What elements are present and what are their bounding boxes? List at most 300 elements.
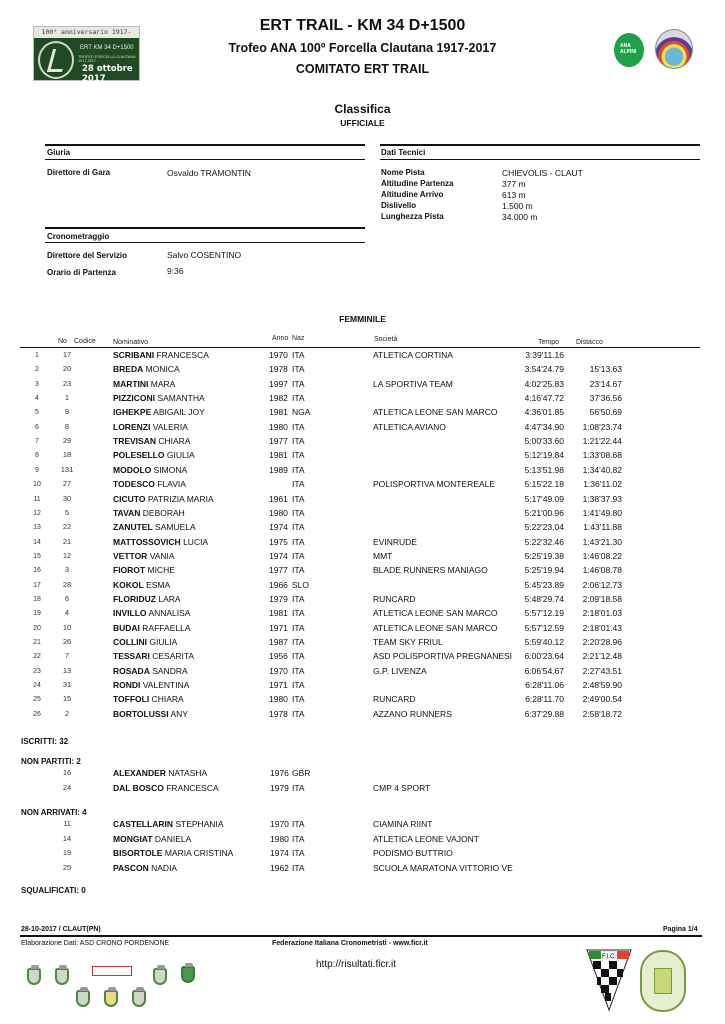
event-title: ERT TRAIL - KM 34 D+1500 [259, 17, 466, 34]
bib-number: 6 [64, 593, 70, 603]
bib-number: 8 [64, 421, 70, 431]
nationality: ITA [292, 493, 305, 504]
athlete-firstname: SAMANTHA [157, 393, 205, 404]
nationality: ITA [292, 507, 305, 518]
tech-label: Dislivello [381, 201, 417, 210]
bib-number: 5 [64, 507, 70, 517]
category-title: FEMMINILE [339, 314, 386, 324]
athlete-surname: CICUTO [113, 493, 146, 504]
bib-number: 7 [64, 651, 70, 661]
club: ATLETICA LEONE SAN MARCO [373, 622, 498, 633]
bib-number: 22 [62, 522, 72, 532]
birth-year: 1997 [269, 378, 288, 389]
logo-line1: ERT KM 34 D+1500 [80, 45, 134, 51]
nationality: ITA [292, 378, 305, 389]
bib-number: 14 [62, 833, 72, 843]
gap: 2:18'01.43 [582, 622, 622, 633]
giuria-label: Direttore di Gara [47, 168, 111, 177]
bib-number: 18 [62, 450, 72, 460]
athlete-name [113, 680, 189, 690]
table-row [0, 580, 725, 594]
athlete-name [113, 848, 233, 858]
birth-year: 1956 [269, 651, 288, 662]
athlete-surname: BREDA [113, 364, 144, 375]
athlete-surname: COLLINI [113, 637, 147, 647]
athlete-surname: PIZZICONI [113, 393, 156, 404]
table-row [0, 608, 725, 622]
athlete-surname: BORTOLUSSI [113, 708, 169, 719]
athlete-firstname: NADIA [151, 862, 178, 873]
time: 5:45'23.89 [524, 579, 564, 590]
gap: 1:46'08.22 [582, 550, 622, 561]
gap: 56'50.69 [589, 407, 622, 418]
athlete-firstname: VANIA [149, 550, 175, 561]
athlete-name [113, 565, 175, 575]
time: 5:25'19.38 [524, 550, 564, 561]
athlete-surname: ZANUTEL [113, 522, 153, 533]
tech-value: 1.500 m [502, 201, 533, 211]
rank: 16 [33, 567, 41, 575]
table-row [0, 522, 725, 536]
birth-year: 1981 [269, 608, 288, 619]
municipal-crest-icon [181, 966, 195, 983]
time: 5:57'12.19 [524, 608, 564, 619]
footer-divider [20, 935, 702, 937]
crono-label: Orario di Partenza [47, 268, 116, 277]
athlete-name [113, 350, 209, 360]
table-row [0, 479, 725, 493]
athlete-name [113, 422, 188, 432]
nationality: ITA [292, 608, 305, 619]
rank: 20 [33, 624, 41, 632]
athlete-firstname: PATRIZIA MARIA [147, 493, 214, 504]
nationality: ITA [292, 848, 305, 858]
birth-year: 1974 [269, 522, 288, 533]
time: 4:47'34.90 [524, 421, 564, 432]
footer-date-place: 28-10-2017 / CLAUT(PN) [21, 926, 101, 933]
athlete-name [113, 479, 186, 489]
athlete-surname: ALEXANDER [113, 768, 166, 778]
time: 5:15'22.18 [524, 479, 564, 490]
footer-elaborazione: Elaborazione Dati: ASD CRONO PORDENONE [21, 940, 170, 947]
crono-label: Direttore del Servizio [47, 251, 128, 260]
tech-label: Nome Pista [381, 168, 425, 177]
athlete-surname: DAL BOSCO [113, 782, 164, 793]
athlete-surname: INVILLO [113, 608, 147, 619]
list-item [0, 783, 725, 797]
athlete-name [113, 694, 184, 704]
rank: 17 [33, 581, 41, 589]
table-row [0, 379, 725, 393]
nationality: ITA [292, 464, 305, 475]
giuria-title: Giuria [47, 148, 71, 157]
nationality: ITA [292, 421, 305, 432]
tech-label: Lunghezza Pista [381, 212, 444, 221]
time: 5:17'49.09 [524, 493, 564, 504]
time: 5:48'29.74 [524, 593, 564, 604]
athlete-surname: CASTELLARIN [113, 819, 173, 829]
athlete-name [113, 863, 177, 873]
bib-number: 24 [62, 782, 72, 792]
athlete-firstname: ABIGAIL JOY [153, 407, 205, 418]
table-row [0, 594, 725, 608]
athlete-name [113, 551, 175, 561]
rank: 15 [33, 552, 41, 560]
birth-year: 1982 [269, 393, 288, 404]
birth-year: 1977 [269, 565, 288, 576]
birth-year: 1970 [269, 350, 288, 360]
club: ATLETICA LEONE VAJONT [373, 833, 479, 844]
bib-number: 3 [64, 565, 70, 575]
athlete-surname: POLESELLO [113, 450, 165, 461]
gap: 2:09'18.58 [582, 593, 622, 604]
time: 5:57'12.59 [524, 622, 564, 633]
time: 6:06'54.67 [524, 665, 564, 676]
athlete-firstname: FLAVIA [157, 479, 186, 490]
table-header-divider [20, 347, 700, 348]
nationality: ITA [292, 819, 305, 829]
table-row [0, 436, 725, 450]
nationality: ITA [292, 565, 305, 576]
athlete-firstname: DEBORAH [142, 507, 185, 518]
birth-year: 1977 [269, 436, 288, 447]
table-row [0, 364, 725, 378]
divider [380, 144, 700, 146]
nationality: ITA [292, 622, 305, 633]
doc-subheading: UFFICIALE [340, 118, 385, 128]
table-row [0, 666, 725, 680]
bib-number: 26 [62, 637, 72, 646]
athlete-name [113, 768, 207, 778]
gap: 1:41'49.80 [582, 507, 622, 518]
club: POLISPORTIVA MONTEREALE [373, 479, 496, 490]
athlete-firstname: FRANCESCA [166, 782, 219, 793]
event-subtitle: Trofeo ANA 100º Forcella Clautana 1917-2017 [228, 41, 497, 55]
athlete-surname: MONGIAT [113, 833, 153, 844]
nationality: ITA [292, 350, 305, 360]
squalificati-count: SQUALIFICATI: 0 [21, 886, 86, 895]
athlete-firstname: MONICA [145, 364, 180, 375]
col-header-naz: Naz [292, 335, 305, 342]
time: 5:00'33.60 [524, 436, 564, 447]
col-header-codice: Codice [74, 338, 96, 345]
time: 6:37'29.88 [524, 708, 564, 719]
dati-tecnici-title: Dati Tecnici [381, 148, 426, 157]
time: 6:00'23.64 [524, 651, 564, 662]
bib-number: 21 [62, 536, 72, 546]
club: LA SPORTIVA TEAM [373, 378, 453, 389]
birth-year: 1966 [269, 579, 288, 590]
col-header-nominativo: Nominativo [113, 339, 149, 346]
athlete-firstname: STEPHANIA [175, 819, 224, 829]
club: G.P. LIVENZA [373, 665, 427, 676]
gap: 1:43'21.30 [582, 536, 622, 547]
gap: 1:33'08.68 [582, 450, 622, 461]
birth-year: 1978 [269, 364, 288, 375]
birth-year: 1975 [269, 536, 288, 547]
athlete-name [113, 666, 188, 676]
committee-name: COMITATO ERT TRAIL [295, 62, 430, 76]
birth-year: 1962 [270, 862, 289, 873]
athlete-firstname: LUCIA [183, 536, 209, 547]
municipal-crest-icon [76, 990, 90, 1007]
bib-number: 15 [62, 694, 72, 704]
list-item [0, 768, 725, 782]
club: ATLETICA LEONE SAN MARCO [373, 407, 498, 418]
tech-label: Altitudine Arrivo [381, 190, 444, 199]
gap: 2:20'28.96 [582, 637, 622, 647]
bib-number: 31 [62, 680, 72, 690]
table-row [0, 407, 725, 421]
divider [45, 144, 365, 146]
non-partiti-title: NON PARTITI: 2 [21, 757, 81, 766]
giuria-value: Osvaldo TRAMONTIN [167, 168, 251, 178]
athlete-surname: TODESCO [113, 479, 155, 490]
logo-band-text: 100° anniversario 1917-2017 [34, 27, 139, 38]
rank: 3 [35, 380, 39, 388]
birth-year: 1971 [269, 622, 288, 633]
table-row [0, 393, 725, 407]
tech-label: Altitudine Partenza [381, 179, 454, 188]
municipal-crest-icon [55, 968, 69, 985]
gap: 1:46'08.78 [582, 565, 622, 576]
table-row [0, 637, 725, 651]
birth-year: 1976 [270, 768, 289, 778]
divider [380, 159, 700, 160]
athlete-name [113, 393, 205, 403]
gap: 37'36.56 [589, 393, 622, 404]
athlete-name [113, 709, 188, 719]
athlete-firstname: LARA [158, 593, 181, 604]
tech-value: CHIEVOLIS - CLAUT [502, 168, 583, 178]
athlete-firstname: MARIA CRISTINA [164, 848, 234, 858]
time: 5:22'32.46 [524, 536, 564, 547]
cronometraggio-title: Cronometraggio [47, 232, 110, 241]
club: RUNCARD [373, 694, 416, 705]
time: 6:28'11.06 [525, 680, 564, 691]
fic-logo-icon [585, 948, 633, 1012]
athlete-name [113, 436, 190, 446]
table-row [0, 565, 725, 579]
club: ATLETICA LEONE SAN MARCO [373, 608, 498, 619]
nationality: ITA [292, 637, 305, 647]
table-row [0, 465, 725, 479]
time: 4:02'25.83 [524, 378, 564, 389]
athlete-firstname: SAMUELA [155, 522, 196, 533]
gap: 1:38'37.93 [582, 493, 622, 504]
logo-line3: 28 ottobre 2017 [82, 64, 133, 84]
birth-year: 1980 [269, 694, 288, 705]
time: 3:54'24.79 [524, 364, 564, 375]
rank: 4 [35, 395, 39, 403]
athlete-name [113, 450, 195, 460]
nationality: ITA [292, 522, 305, 533]
footer-url[interactable]: http://risultati.ficr.it [316, 959, 397, 970]
rank: 22 [33, 653, 41, 661]
athlete-firstname: MARA [150, 378, 176, 389]
club: MMT [373, 550, 393, 561]
bib-number: 11 [63, 819, 71, 828]
athlete-firstname: ANY [170, 708, 188, 719]
bib-number: 19 [62, 848, 72, 857]
bib-number: 131 [60, 464, 74, 474]
divider [45, 227, 365, 229]
bib-number: 12 [62, 550, 72, 560]
athlete-surname: TESSARI [113, 651, 150, 662]
nationality: ITA [292, 651, 305, 662]
rank: 1 [35, 352, 39, 359]
athlete-firstname: CHIARA [151, 694, 184, 705]
bib-number: 16 [62, 768, 72, 777]
nationality: ITA [292, 833, 305, 844]
athlete-surname: FIOROT [113, 565, 146, 576]
nationality: ITA [292, 436, 305, 447]
athlete-surname: RONDI [113, 680, 141, 691]
list-item [0, 834, 725, 848]
athlete-surname: BUDAI [113, 622, 140, 633]
athlete-name [113, 379, 175, 389]
gap: 1:21'22.44 [582, 436, 622, 447]
nationality: ITA [292, 536, 305, 547]
rank: 10 [33, 481, 41, 489]
col-header-tempo: Tempo [538, 339, 560, 346]
athlete-name [113, 594, 181, 604]
logo-line2: TROFEO FORCELLA CLAUTANA 1917-2017 [78, 55, 136, 63]
athlete-firstname: VALERIA [152, 421, 188, 432]
bib-number: 2 [64, 708, 70, 718]
col-header-anno: Anno [272, 335, 289, 342]
doc-heading: Classifica [334, 102, 391, 116]
table-row [0, 680, 725, 694]
municipal-crest-icon [132, 990, 146, 1007]
athlete-name [113, 494, 214, 504]
nationality: ITA [292, 364, 305, 375]
gap: 2:49'00.54 [582, 694, 622, 705]
bib-number: 9 [64, 407, 70, 417]
club: CMP 4 SPORT [373, 782, 431, 793]
rank: 14 [33, 538, 41, 546]
nationality: ITA [292, 782, 305, 793]
nationality: NGA [292, 407, 311, 418]
table-row [0, 651, 725, 665]
municipal-crest-icon [104, 990, 118, 1007]
nationality: ITA [292, 680, 305, 691]
birth-year: 1974 [270, 848, 289, 858]
time: 5:25'19.94 [524, 565, 564, 576]
athlete-firstname: SANDRA [152, 665, 188, 676]
bib-number: 13 [62, 665, 72, 675]
athlete-name [113, 465, 187, 475]
table-row [0, 508, 725, 522]
athlete-name [113, 537, 208, 547]
athlete-firstname: NATASHA [168, 768, 208, 778]
bib-number: 17 [62, 350, 72, 359]
gap: 1:08'23.74 [582, 421, 622, 432]
athlete-firstname: RAFFAELLA [142, 622, 191, 633]
bib-number: 20 [62, 364, 72, 374]
gap: 2:21'12.48 [582, 651, 622, 662]
athlete-name [113, 819, 224, 829]
club: AZZANO RUNNERS [373, 708, 452, 719]
athlete-surname: TOFFOLI [113, 694, 150, 705]
athlete-name [113, 364, 180, 374]
divider [45, 242, 365, 243]
nationality: GBR [292, 768, 311, 778]
nationality: ITA [292, 694, 305, 705]
list-item [0, 863, 725, 877]
athlete-firstname: GIULIA [149, 637, 178, 647]
municipal-crest-icon [153, 968, 167, 985]
time: 5:59'40.12 [524, 637, 564, 647]
athlete-surname: KOKOL [113, 579, 144, 590]
nationality: ITA [292, 479, 305, 490]
col-header-no: No [58, 338, 67, 345]
col-header-societa: Società [374, 336, 398, 343]
birth-year: 1978 [269, 708, 288, 719]
birth-year: 1981 [269, 407, 288, 418]
tech-value: 34.000 m [502, 212, 538, 222]
club: CIAMINA RIINT [373, 819, 433, 829]
bib-number: 1 [64, 393, 70, 403]
sponsor-logo-icon [92, 966, 132, 976]
iscritti-count: ISCRITTI: 32 [21, 737, 69, 746]
bib-number: 4 [64, 608, 70, 618]
athlete-name [113, 651, 194, 661]
birth-year: 1970 [269, 665, 288, 676]
bib-number: 27 [62, 479, 72, 489]
club: EVINRUDE [373, 536, 417, 547]
athlete-surname: MATTOSSOVICH [113, 536, 181, 547]
nationality: ITA [292, 393, 305, 404]
rank: 7 [35, 438, 39, 446]
gap: 1:43'11.88 [583, 522, 622, 533]
list-item [0, 848, 725, 862]
athlete-surname: LORENZI [113, 421, 151, 432]
divider [45, 159, 365, 160]
rank: 9 [35, 466, 39, 474]
footer-page-number: Pagina 1/4 [663, 926, 698, 933]
rank: 11 [33, 495, 41, 503]
rank: 8 [35, 452, 39, 460]
nationality: ITA [292, 550, 305, 561]
rank: 23 [33, 667, 41, 675]
athlete-name [113, 834, 191, 844]
athlete-surname: PASCON [113, 862, 149, 873]
athlete-name [113, 623, 190, 633]
gap: 2:48'59.90 [582, 680, 622, 691]
rank: 21 [33, 639, 41, 646]
time: 5:12'19.84 [524, 450, 564, 461]
birth-year: 1980 [269, 507, 288, 518]
bib-number: 23 [62, 378, 72, 388]
time: 4:16'47.72 [524, 393, 564, 404]
rainbow-logo-icon [655, 29, 693, 69]
athlete-name [113, 407, 205, 417]
municipal-crest-icon [27, 968, 41, 985]
athlete-name [113, 637, 177, 647]
rank: 19 [33, 610, 41, 618]
time: 3:39'11.16 [525, 350, 564, 360]
nationality: ITA [292, 862, 305, 873]
birth-year: 1979 [269, 593, 288, 604]
birth-year: 1971 [269, 680, 288, 691]
nationality: ITA [292, 593, 305, 604]
athlete-firstname: GIULIA [166, 450, 195, 461]
birth-year: 1981 [269, 450, 288, 461]
time: 5:21'00.96 [524, 507, 564, 518]
ana-logo-icon [614, 33, 644, 67]
birth-year: 1974 [269, 550, 288, 561]
